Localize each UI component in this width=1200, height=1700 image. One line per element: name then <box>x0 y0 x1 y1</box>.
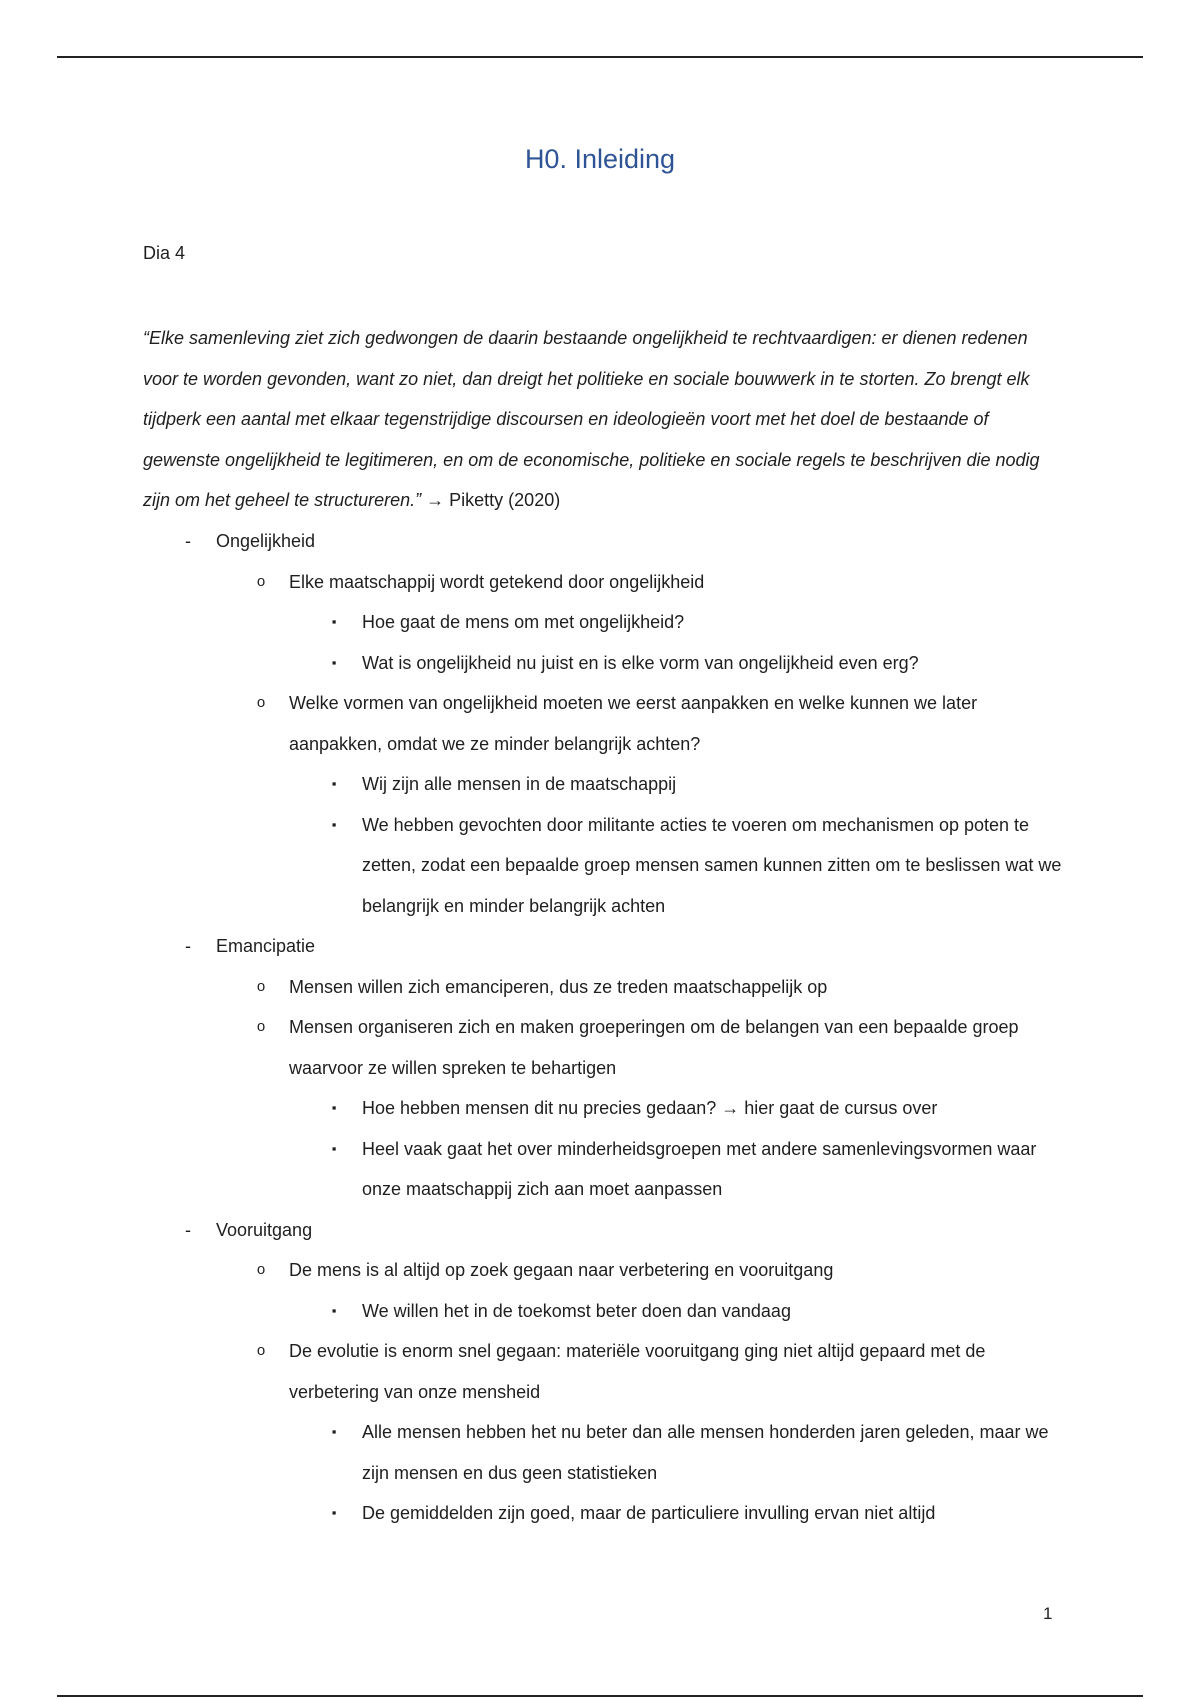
list-item-text: Heel vaak gaat het over minderheidsgroepen met andere samenlevingsvormen waar onze maatschappij zich aan moet aanpassen <box>362 1138 1037 1199</box>
list-item <box>143 602 1063 643</box>
list-item-text: De mens is al altijd op zoek gegaan naar verbetering en vooruitgang <box>289 1260 834 1280</box>
circle-bullet-icon: o <box>256 1342 266 1359</box>
square-bullet-icon: ▪ <box>331 1505 337 1520</box>
page-title: H0. Inleiding <box>524 144 676 174</box>
outline-list <box>143 521 1063 1534</box>
list-item <box>143 926 1063 967</box>
list-item <box>143 1331 1063 1412</box>
square-bullet-icon: ▪ <box>331 776 337 791</box>
page-top-rule <box>57 56 1143 58</box>
circle-bullet-icon: o <box>256 572 266 590</box>
list-item-text: We hebben gevochten door militante acties te voeren om mechanismen op poten te zetten, zodat een bepaalde groep mensen samen kunnen zitten om te beslissen wat we belangrijk en minder belangrijk achten <box>362 814 1062 916</box>
list-item <box>143 764 1063 805</box>
list-item <box>143 1412 1063 1493</box>
list-item-text: De gemiddelden zijn goed, maar de particuliere invulling ervan niet altijd <box>362 1503 936 1523</box>
list-item-text: Hoe gaat de mens om met ongelijkheid? <box>362 612 685 632</box>
quote-attribution: → Piketty (2020) <box>426 490 561 510</box>
dash-bullet-icon: - <box>185 1219 191 1240</box>
list-item <box>143 1210 1063 1251</box>
list-item <box>143 1088 1063 1129</box>
circle-bullet-icon: o <box>256 1261 266 1278</box>
list-item-text: Elke maatschappij wordt getekend door ongelijkheid <box>289 571 705 592</box>
list-item <box>143 562 1063 603</box>
dash-bullet-icon: - <box>185 531 191 551</box>
circle-bullet-icon: o <box>256 977 266 995</box>
list-item-text: Hoe hebben mensen dit nu precies gedaan? → hier gaat de cursus over <box>362 1098 938 1118</box>
list-item-text: Wat is ongelijkheid nu juist en is elke vorm van ongelijkheid even erg? <box>362 652 919 673</box>
circle-bullet-icon: o <box>256 694 266 711</box>
square-bullet-icon: ▪ <box>331 654 337 670</box>
list-item-text: We willen het in de toekomst beter doen dan vandaag <box>362 1300 791 1321</box>
square-bullet-icon: ▪ <box>331 1100 337 1115</box>
list-item-text: Vooruitgang <box>216 1219 313 1240</box>
dash-bullet-icon: - <box>185 936 191 956</box>
quote-text: “Elke samenleving ziet zich gedwongen de daarin bestaande ongelijkheid te rechtvaardigen: er dienen redenen voor te worden gevonden, want zo niet, dan dreigt het politieke en sociale bouwwerk in te storten. Zo brengt elk tijdperk een aantal met elkaar tegenstrijdige discoursen en ideologieën voort met het doel de bestaande of gewenste ongelijkheid te legitimeren, en om de economische, politieke en sociale regels te beschrijven die nodig zijn om het geheel te structureren.” <box>143 328 1040 510</box>
list-item <box>143 643 1063 684</box>
list-item-text: Wij zijn alle mensen in de maatschappij <box>362 774 677 794</box>
list-item <box>143 1007 1063 1088</box>
list-item <box>143 521 1063 562</box>
list-item <box>143 1129 1063 1210</box>
list-item <box>143 805 1063 927</box>
quote-paragraph <box>143 318 1063 521</box>
list-item-text: De evolutie is enorm snel gegaan: materiële vooruitgang ging niet altijd gepaard met de verbetering van onze mensheid <box>289 1341 986 1402</box>
list-item <box>143 1250 1063 1291</box>
square-bullet-icon: ▪ <box>331 816 337 832</box>
list-item-text: Mensen willen zich emanciperen, dus ze treden maatschappelijk op <box>289 976 828 997</box>
list-item <box>143 1291 1063 1332</box>
slide-label: Dia 4 <box>143 243 186 263</box>
square-bullet-icon: ▪ <box>331 614 337 629</box>
circle-bullet-icon: o <box>256 1018 266 1035</box>
list-item <box>143 967 1063 1008</box>
list-item-text: Mensen organiseren zich en maken groeperingen om de belangen van een bepaalde groep waarvoor ze willen spreken te behartigen <box>289 1017 1019 1078</box>
square-bullet-icon: ▪ <box>331 1302 337 1318</box>
list-item-text: Welke vormen van ongelijkheid moeten we eerst aanpakken en welke kunnen we later aanpakken, omdat we ze minder belangrijk achten? <box>289 693 978 754</box>
list-item-text: Ongelijkheid <box>216 531 316 551</box>
page-number: 1 <box>1043 1604 1053 1623</box>
square-bullet-icon: ▪ <box>331 1140 337 1156</box>
square-bullet-icon: ▪ <box>331 1424 337 1439</box>
page-bottom-rule <box>57 1695 1143 1697</box>
list-item-text: Emancipatie <box>216 936 316 956</box>
list-item-text: Alle mensen hebben het nu beter dan alle mensen honderden jaren geleden, maar we zijn mensen en dus geen statistieken <box>362 1422 1049 1483</box>
list-item <box>143 1493 1063 1534</box>
list-item <box>143 683 1063 764</box>
